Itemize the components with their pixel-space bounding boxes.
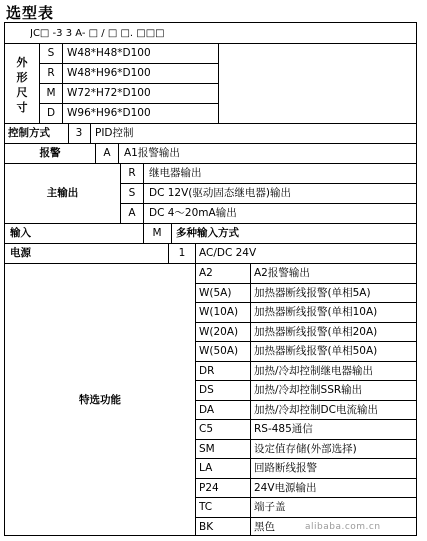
option-value: RS-485通信 — [254, 423, 313, 436]
option-value: 端子盖 — [254, 501, 286, 514]
size-value: W48*H96*D100 — [67, 67, 151, 80]
power-value: AC/DC 24V — [199, 247, 257, 260]
grid-line — [195, 380, 416, 381]
grid-line — [195, 419, 416, 420]
size-code: M — [46, 87, 56, 100]
grid-line — [195, 400, 416, 401]
power-label: 电源 — [10, 247, 31, 260]
grid-line — [143, 163, 144, 223]
option-value: 设定值存储(外部选择) — [254, 442, 357, 455]
option-value: 加热器断线报警(单相5A) — [254, 286, 371, 299]
grid-line — [171, 223, 172, 243]
option-value: 黑色 — [254, 520, 275, 533]
option-value: 加热/冷却控制DC电流输出 — [254, 403, 378, 416]
size-label — [5, 45, 39, 125]
grid-line — [120, 203, 416, 204]
alarm-label: 报警 — [39, 147, 61, 160]
option-code: DS — [199, 384, 214, 397]
grid-line — [4, 163, 416, 164]
watermark: alibaba.com.cn — [305, 522, 381, 532]
grid-line — [250, 263, 251, 536]
grid-line — [4, 223, 416, 224]
grid-line — [118, 143, 119, 163]
grid-line — [195, 322, 416, 323]
grid-line — [4, 143, 416, 144]
option-value: 加热/冷却控制继电器输出 — [254, 364, 374, 377]
alarm-code: A — [103, 147, 111, 160]
option-value: 加热/冷却控制SSR输出 — [254, 384, 363, 397]
grid-line — [195, 458, 416, 459]
grid-line — [120, 183, 416, 184]
model-code: JC□ -3 3 A- □ / □ □. □□□ — [30, 27, 165, 39]
grid-line — [4, 43, 416, 44]
option-code: LA — [199, 462, 213, 475]
option-code: DR — [199, 364, 215, 377]
main-output-label: 主输出 — [46, 187, 79, 200]
grid-line — [4, 123, 416, 124]
grid-line — [39, 63, 218, 64]
grid-line — [95, 143, 96, 163]
option-code: DA — [199, 403, 215, 416]
option-value: A2报警输出 — [254, 267, 310, 280]
power-code: 1 — [178, 247, 186, 260]
size-code: S — [47, 47, 55, 60]
grid-line — [4, 243, 416, 244]
grid-line — [195, 243, 196, 536]
size-label-char: 形 — [16, 71, 28, 84]
option-code: W(5A) — [199, 286, 232, 299]
size-label-char: 外 — [16, 56, 28, 69]
size-value: W96*H96*D100 — [67, 107, 151, 120]
alarm-value: A1报警输出 — [124, 147, 180, 160]
main-output-code: S — [128, 187, 136, 200]
option-code: C5 — [199, 423, 214, 436]
option-code: W(10A) — [199, 306, 239, 319]
size-label-char: 寸 — [16, 101, 28, 114]
input-code: M — [152, 227, 162, 240]
main-output-value: 继电器输出 — [149, 167, 202, 180]
option-value: 加热器断线报警(单相10A) — [254, 306, 378, 319]
grid-line — [39, 83, 218, 84]
control-label: 控制方式 — [8, 127, 50, 140]
option-value: 24V电源输出 — [254, 481, 317, 494]
option-code: P24 — [199, 481, 219, 494]
grid-line — [168, 243, 169, 263]
control-code: 3 — [75, 127, 83, 140]
grid-line — [195, 302, 416, 303]
page-title: 选型表 — [6, 4, 55, 22]
option-code: A2 — [199, 267, 213, 280]
option-code: W(50A) — [199, 345, 239, 358]
grid-line — [195, 439, 416, 440]
option-code: SM — [199, 442, 215, 455]
main-output-value: DC 4～20mA输出 — [149, 207, 237, 220]
size-label-char: 尺 — [16, 86, 28, 99]
grid-line — [4, 263, 416, 264]
grid-line — [39, 43, 40, 123]
grid-line — [90, 123, 91, 143]
grid-line — [218, 43, 219, 123]
main-output-value: DC 12V(驱动固态继电器)输出 — [149, 187, 291, 200]
option-value: 加热器断线报警(单相50A) — [254, 345, 378, 358]
main-output-code: A — [128, 207, 136, 220]
option-value: 回路断线报警 — [254, 462, 317, 475]
control-value: PID控制 — [95, 127, 134, 140]
grid-line — [143, 223, 144, 243]
grid-line — [68, 123, 69, 143]
size-code: R — [47, 67, 55, 80]
grid-line — [120, 163, 121, 223]
options-label: 特选功能 — [79, 393, 121, 406]
input-label: 输入 — [10, 227, 31, 240]
grid-line — [39, 103, 218, 104]
grid-line — [195, 341, 416, 342]
grid-line — [62, 43, 63, 123]
size-value: W48*H48*D100 — [67, 47, 151, 60]
main-output-code: R — [128, 167, 136, 180]
option-value: 加热器断线报警(单相20A) — [254, 325, 378, 338]
grid-line — [195, 361, 416, 362]
grid-line — [195, 497, 416, 498]
option-code: W(20A) — [199, 325, 239, 338]
size-value: W72*H72*D100 — [67, 87, 151, 100]
grid-line — [195, 478, 416, 479]
input-value: 多种输入方式 — [176, 227, 239, 240]
size-code: D — [46, 107, 56, 120]
option-code: TC — [199, 501, 213, 514]
option-code: BK — [199, 520, 214, 533]
grid-line — [195, 283, 416, 284]
grid-line — [195, 517, 416, 518]
